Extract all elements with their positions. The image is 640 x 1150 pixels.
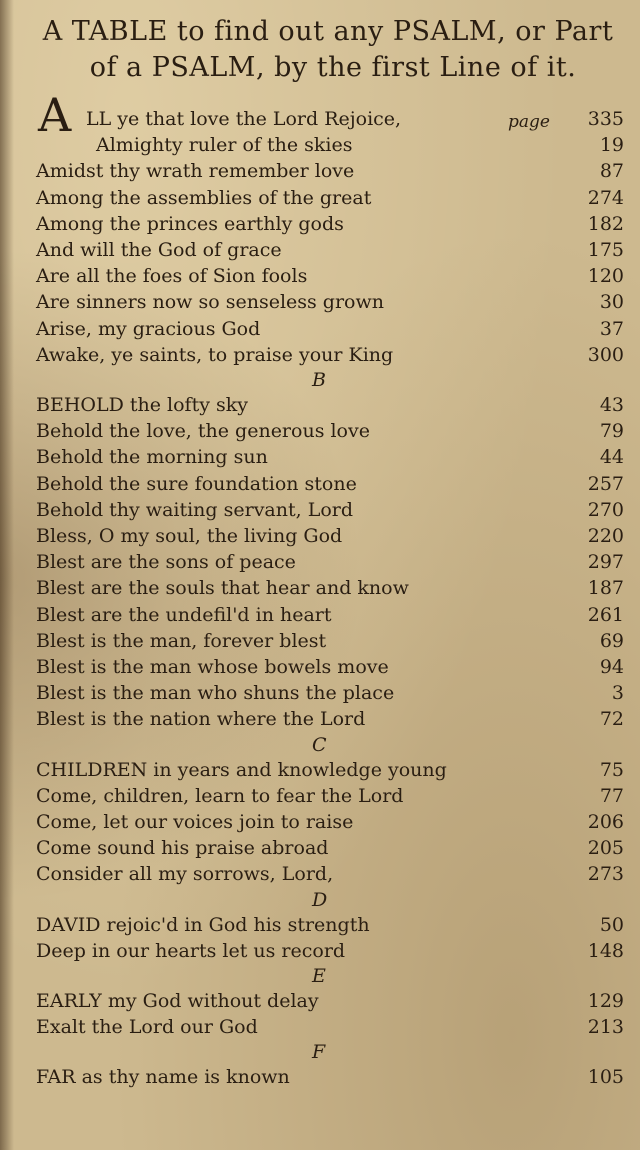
index-row [0, 237, 640, 263]
index-row [0, 809, 640, 835]
page-number: 129 [587, 990, 624, 1012]
index-row [0, 263, 640, 289]
first-line-text: Come, let our voices join to raise [36, 811, 354, 833]
title-line-2: of a PSALM, by the first Line of it. [89, 52, 577, 83]
index-row [0, 418, 640, 444]
index-row [0, 471, 640, 497]
drop-cap: A [38, 88, 72, 142]
index-row [0, 861, 640, 887]
page-number: 94 [599, 656, 624, 678]
page-number: 335 [587, 108, 624, 130]
first-line-text: Deep in our hearts let us record [36, 939, 346, 962]
index-row [0, 680, 640, 706]
page-number: 182 [587, 212, 624, 235]
index-row [0, 185, 640, 211]
page-number: 220 [587, 525, 624, 547]
page-number: 69 [599, 629, 624, 652]
first-line-text: Come, children, learn to fear the Lord [36, 784, 404, 807]
page-number: 105 [587, 1066, 624, 1089]
page-number: 43 [599, 394, 624, 416]
index-row [0, 549, 640, 575]
first-line-text: DAVID rejoic'd in God his strength [36, 913, 370, 936]
first-line-text: FAR as thy name is known [36, 1066, 290, 1089]
first-line-text: LL ye that love the Lord Rejoice, [86, 108, 402, 130]
index-row [0, 988, 640, 1014]
first-line-text: Behold thy waiting servant, Lord [36, 498, 354, 521]
page-number: 77 [599, 784, 624, 807]
first-line-text: Blest are the undefil'd in heart [36, 603, 332, 626]
first-line-text: Come sound his praise abroad [36, 837, 329, 860]
page-number: 44 [599, 446, 624, 469]
first-line-text: Consider all my sorrows, Lord, [36, 863, 334, 886]
index-row [0, 938, 640, 964]
page-number: 148 [587, 939, 624, 962]
page-title [28, 14, 628, 86]
first-line-text: Blest is the man who shuns the place [36, 682, 395, 705]
page-number: 72 [599, 708, 624, 731]
index-row [0, 497, 640, 523]
first-line-text: EARLY my God without delay [36, 990, 319, 1012]
first-line-text: Awake, ye saints, to praise your King [36, 343, 394, 366]
index-row [0, 106, 640, 132]
index-row [0, 602, 640, 628]
first-line-text: Blest is the man, forever blest [36, 629, 327, 652]
index-row [0, 706, 640, 732]
section-letter-e: E [312, 965, 326, 987]
index-row [0, 835, 640, 861]
section-letter-b: B [312, 369, 326, 391]
page-number: 274 [587, 186, 624, 209]
index-row [0, 783, 640, 809]
page-number: 79 [599, 420, 624, 443]
first-line-text: Behold the love, the generous love [36, 420, 370, 443]
section-letter-d: D [312, 888, 328, 911]
first-line-text: Blest is the nation where the Lord [36, 708, 366, 731]
first-line-text: Among the princes earthly gods [36, 212, 344, 235]
page-number: 87 [599, 160, 624, 183]
page-number: 75 [599, 758, 624, 781]
page-number: 273 [587, 863, 624, 886]
index-row [0, 289, 640, 315]
index-row [0, 132, 640, 158]
page-number: 206 [587, 811, 624, 833]
section-letter-c: C [312, 733, 327, 756]
section-letter-f: F [312, 1041, 326, 1064]
page-number: 30 [599, 291, 624, 314]
index-row [0, 1064, 640, 1090]
index-row [0, 444, 640, 470]
page-number: 3 [611, 682, 624, 705]
page-number: 300 [587, 343, 624, 366]
page-number: 261 [587, 603, 624, 626]
index-row [0, 757, 640, 783]
index-row [0, 392, 640, 418]
page-column-label: page [508, 112, 550, 132]
page-number: 205 [587, 837, 624, 860]
first-line-text: Blest are the souls that hear and know [36, 577, 409, 600]
index-row [0, 1014, 640, 1040]
first-line-text: BEHOLD the lofty sky [36, 394, 248, 416]
index-row [0, 523, 640, 549]
page-number: 50 [599, 913, 624, 936]
index-row [0, 654, 640, 680]
first-line-text: Almighty ruler of the skies [96, 134, 353, 157]
first-line-text: Among the assemblies of the great [36, 186, 372, 209]
page-number: 120 [587, 265, 624, 288]
first-line-text: Behold the morning sun [36, 446, 268, 469]
page-number: 175 [587, 239, 624, 261]
first-line-text: Amidst thy wrath remember love [36, 160, 355, 183]
page-number: 37 [599, 317, 624, 340]
first-line-text: CHILDREN in years and knowledge young [36, 758, 447, 781]
page-number: 297 [587, 551, 624, 574]
first-line-text: Blest are the sons of peace [36, 551, 296, 574]
page-number: 257 [587, 472, 624, 495]
index-row [0, 575, 640, 601]
first-line-text: Are sinners now so senseless grown [36, 291, 384, 314]
page-number: 213 [587, 1016, 624, 1039]
index-row [0, 628, 640, 654]
page-number: 270 [587, 498, 624, 521]
index-row [0, 342, 640, 368]
first-line-text: Exalt the Lord our God [36, 1016, 258, 1039]
first-line-text: Blest is the man whose bowels move [36, 656, 389, 678]
index-row [0, 912, 640, 938]
first-line-text: Arise, my gracious God [36, 317, 261, 340]
page-number: 19 [599, 134, 624, 157]
index-row [0, 316, 640, 342]
first-line-text: Bless, O my soul, the living God [36, 525, 343, 547]
first-line-text: And will the God of grace [36, 239, 282, 261]
first-line-text: Are all the foes of Sion fools [36, 265, 308, 288]
title-line-1: A TABLE to find out any PSALM, or Part [42, 16, 614, 47]
first-line-text: Behold the sure foundation stone [36, 472, 357, 495]
page-number: 187 [587, 577, 624, 600]
index-row [0, 158, 640, 184]
index-row [0, 211, 640, 237]
